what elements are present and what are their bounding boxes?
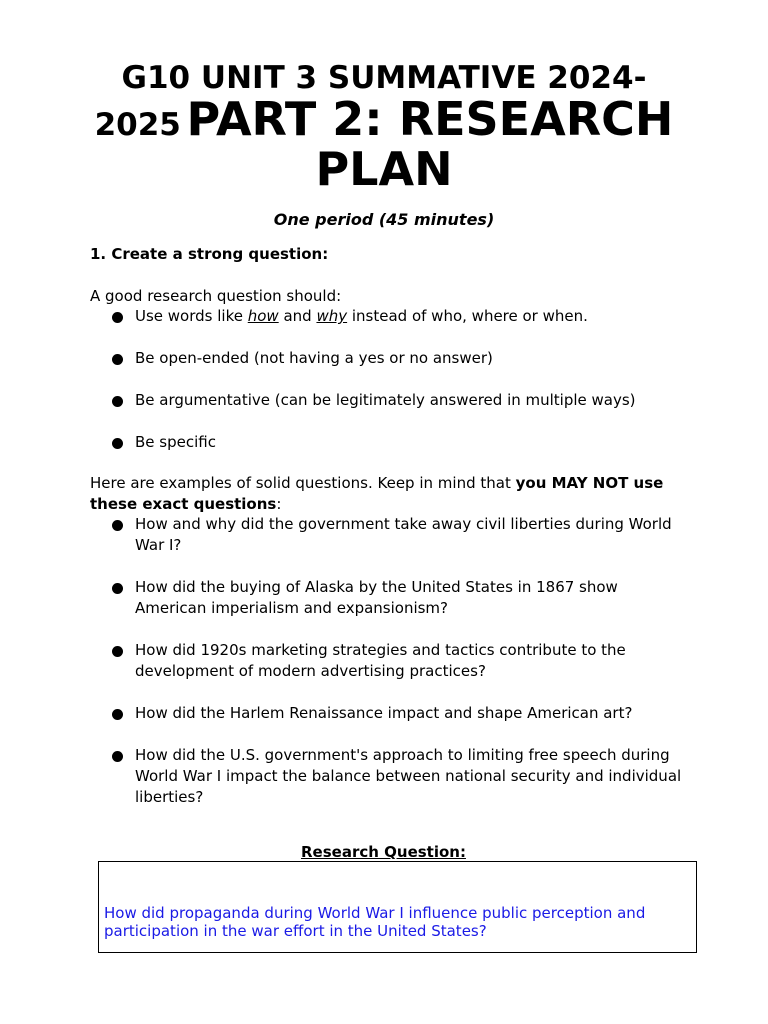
example-question: How and why did the government take away civil liberties during World War I? xyxy=(135,515,672,554)
examples-intro-text: Here are examples of solid questions. Keep in mind that xyxy=(90,474,516,492)
bullet-icon xyxy=(112,583,123,594)
criteria-list xyxy=(90,306,690,474)
list-item xyxy=(90,577,690,619)
duration-subtitle: One period (45 minutes) xyxy=(273,210,495,229)
title-line-2 xyxy=(80,92,688,147)
bullet-icon xyxy=(112,709,123,720)
examples-intro-colon: : xyxy=(276,495,282,513)
research-question-box[interactable] xyxy=(98,861,697,953)
criteria-text: Be specific xyxy=(135,433,216,451)
bullet-icon xyxy=(112,312,123,323)
page-title xyxy=(80,62,688,195)
criteria-text: and xyxy=(278,307,317,325)
bullet-icon xyxy=(112,520,123,531)
emphasis-how: how xyxy=(247,307,279,325)
list-item xyxy=(90,703,690,724)
section-heading: 1. Create a strong question: xyxy=(90,245,329,263)
examples-list xyxy=(90,514,690,829)
bullet-icon xyxy=(112,438,123,449)
title-part: PART 2: RESEARCH xyxy=(186,92,674,147)
list-item xyxy=(90,390,690,411)
example-question: How did the U.S. government's approach to limiting free speech during World War I impact the balance between national security and individual liberties? xyxy=(135,746,682,806)
title-year-end: 2025 xyxy=(94,107,181,144)
example-question: How did the Harlem Renaissance impact and shape American art? xyxy=(135,704,633,722)
research-question-answer[interactable]: How did propaganda during World War I influence public perception and participation in the war effort in the United States? xyxy=(104,904,646,940)
list-item xyxy=(90,514,690,556)
criteria-text: Use words like xyxy=(135,307,248,325)
emphasis-why: why xyxy=(316,307,348,325)
list-item xyxy=(90,745,690,808)
examples-warning: you MAY NOT use these exact questions xyxy=(90,474,664,513)
criteria-text: Be open-ended (not having a yes or no answer) xyxy=(135,349,493,367)
bullet-icon xyxy=(112,396,123,407)
bullet-icon xyxy=(112,646,123,657)
criteria-text: Be argumentative (can be legitimately answered in multiple ways) xyxy=(135,391,636,409)
examples-intro xyxy=(90,473,690,515)
list-item xyxy=(90,432,690,453)
research-question-label: Research Question: xyxy=(301,843,466,861)
example-question: How did the buying of Alaska by the United States in 1867 show American imperialism and expansionism? xyxy=(135,578,618,617)
criteria-intro: A good research question should: xyxy=(90,287,342,305)
list-item xyxy=(90,640,690,682)
list-item xyxy=(90,348,690,369)
example-question: How did 1920s marketing strategies and tactics contribute to the development of modern advertising practices? xyxy=(135,641,626,680)
criteria-text: instead of who, where or when. xyxy=(347,307,588,325)
list-item xyxy=(90,306,690,327)
bullet-icon xyxy=(112,354,123,365)
title-plan: PLAN xyxy=(315,142,453,197)
title-line-1: G10 UNIT 3 SUMMATIVE 2024- xyxy=(121,60,647,96)
bullet-icon xyxy=(112,751,123,762)
